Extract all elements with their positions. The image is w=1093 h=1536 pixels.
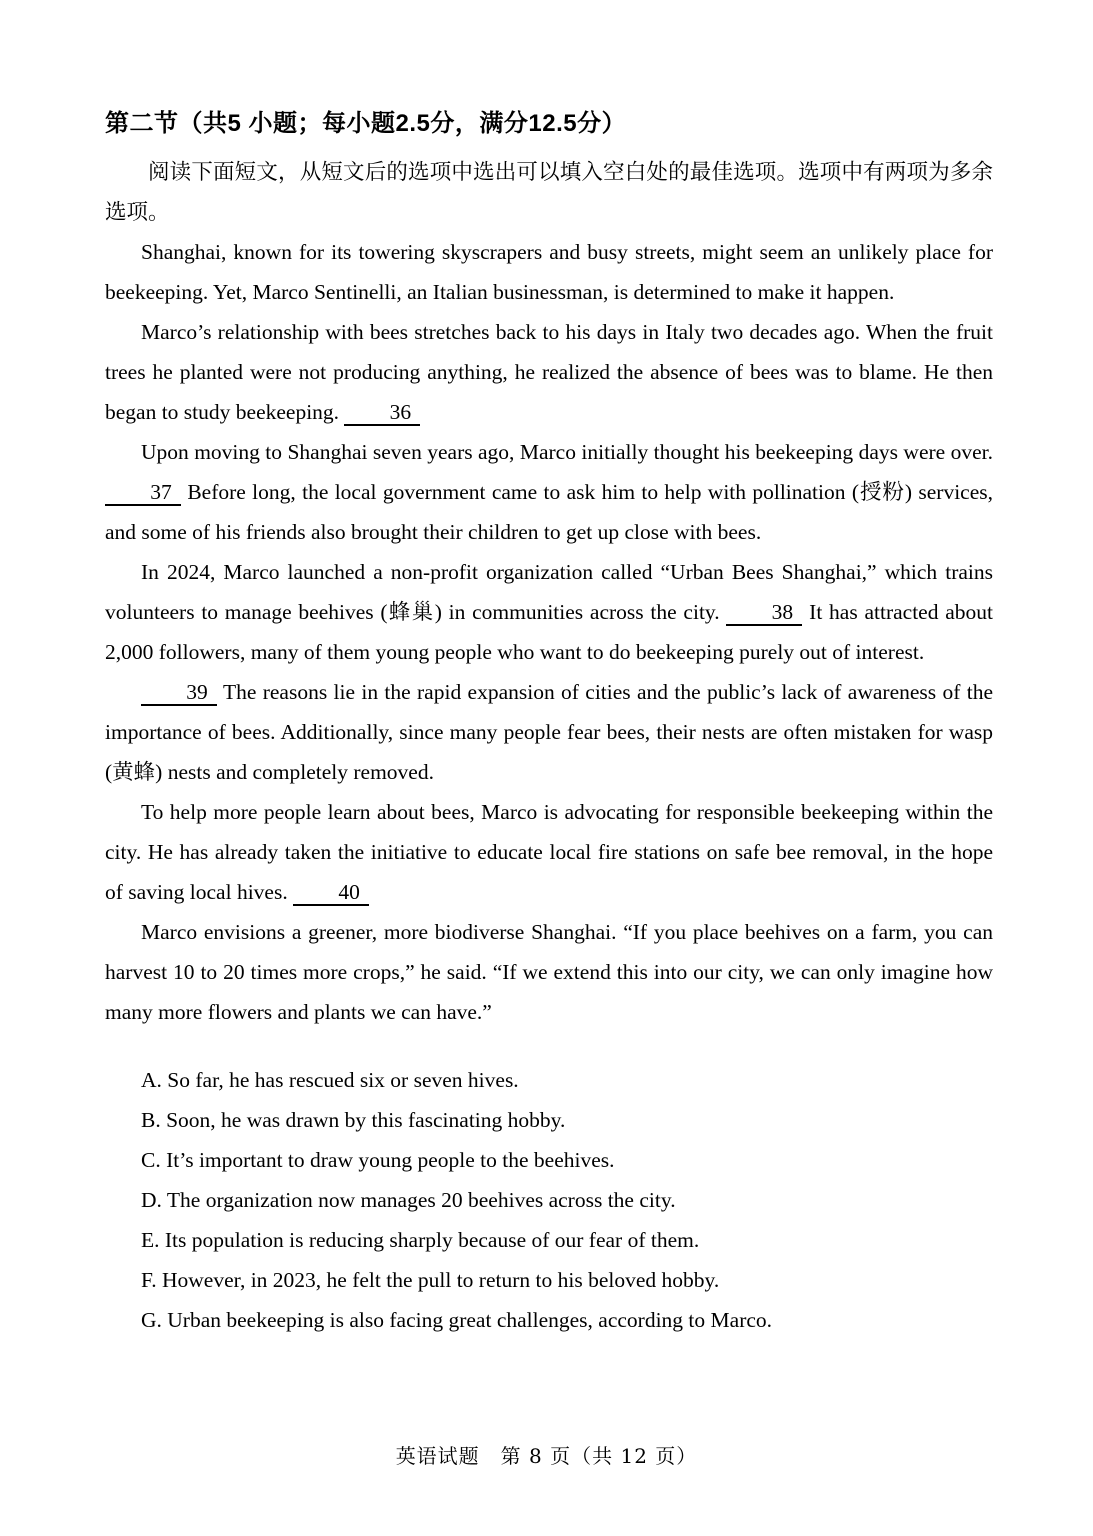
option-letter: D. [141,1188,167,1212]
passage-paragraph [105,232,993,312]
option-f [141,1260,993,1300]
option-text: Urban beekeeping is also facing great challenges, according to Marco. [167,1308,773,1332]
option-text: Soon, he was drawn by this fascinating hobby. [166,1108,566,1132]
option-a [141,1060,993,1100]
blank-39: 39 [141,680,217,706]
option-letter: G. [141,1308,168,1332]
passage-paragraph [105,792,993,912]
option-letter: B. [141,1108,167,1132]
passage-text: To help more people learn about bees, Marco is advocating for responsible beekeeping within the city. He has already taken the initiative to educate local fire stations on safe bee removal, in the hope of saving local hives. [105,800,993,904]
passage-paragraph [105,552,993,672]
passage-text: The reasons lie in the rapid expansion of cities and the public’s lack of awareness of the importance of bees. Additionally, since many people fear bees, their nests are often mistaken for wasp (黄蜂) nests and completely removed. [105,680,993,784]
option-text: The organization now manages 20 beehives across the city. [166,1188,676,1212]
blank-40: 40 [293,880,369,906]
option-letter: E. [141,1228,165,1252]
option-text: So far, he has rescued six or seven hives. [167,1068,519,1092]
passage-text: In 2024, Marco launched a non-profit organization called “Urban Bees Shanghai,” which trains volunteers to manage beehives (蜂巢) in communities across the city. [105,560,993,624]
passage-text: Shanghai, known for its towering skyscrapers and busy streets, might seem an unlikely place for beekeeping. Yet, Marco Sentinelli, an Italian businessman, is determined to make it happen. [105,240,993,304]
blank-38: 38 [726,600,802,626]
passage [105,232,993,1032]
option-e [141,1220,993,1260]
option-d [141,1180,993,1220]
option-text: It’s important to draw young people to the beehives. [166,1148,615,1172]
passage-text: Upon moving to Shanghai seven years ago, Marco initially thought his beekeeping days were over. [141,440,993,464]
options-list [105,1060,993,1340]
passage-paragraph [105,312,993,432]
option-c [141,1140,993,1180]
blank-37: 37 [105,480,181,506]
passage-paragraph [105,432,993,552]
section-heading: 第二节（共5 小题；每小题2.5分，满分12.5分） [105,110,627,137]
passage-paragraph [105,912,993,1032]
option-g [141,1300,993,1340]
section-instructions: 阅读下面短文，从短文后的选项中选出可以填入空白处的最佳选项。选项中有两项为多余选项。 [105,160,993,224]
option-letter: C. [141,1148,167,1172]
passage-text: Marco’s relationship with bees stretches back to his days in Italy two decades ago. When the fruit trees he planted were not producing anything, he realized the absence of bees was to blame. He then began to study beekeeping. [105,320,993,424]
passage-text: It has attracted about 2,000 followers, many of them young people who want to do beekeeping purely out of interest. [105,600,993,664]
blank-36: 36 [344,400,420,426]
option-text: However, in 2023, he felt the pull to return to his beloved hobby. [162,1268,720,1292]
option-b [141,1100,993,1140]
option-letter: A. [141,1068,168,1092]
option-text: Its population is reducing sharply because of our fear of them. [164,1228,700,1252]
passage-text: Marco envisions a greener, more biodiverse Shanghai. “If you place beehives on a farm, you can harvest 10 to 20 times more crops,” he said. “If we extend this into our city, we can only imagine how many more flowers and plants we can have.” [105,920,993,1024]
passage-text: Before long, the local government came to ask him to help with pollination (授粉) services, and some of his friends also brought their children to get up close with bees. [105,480,993,544]
page-footer: 英语试题 第 8 页（共 12 页） [395,1444,698,1468]
passage-paragraph [105,672,993,792]
option-letter: F. [141,1268,162,1292]
